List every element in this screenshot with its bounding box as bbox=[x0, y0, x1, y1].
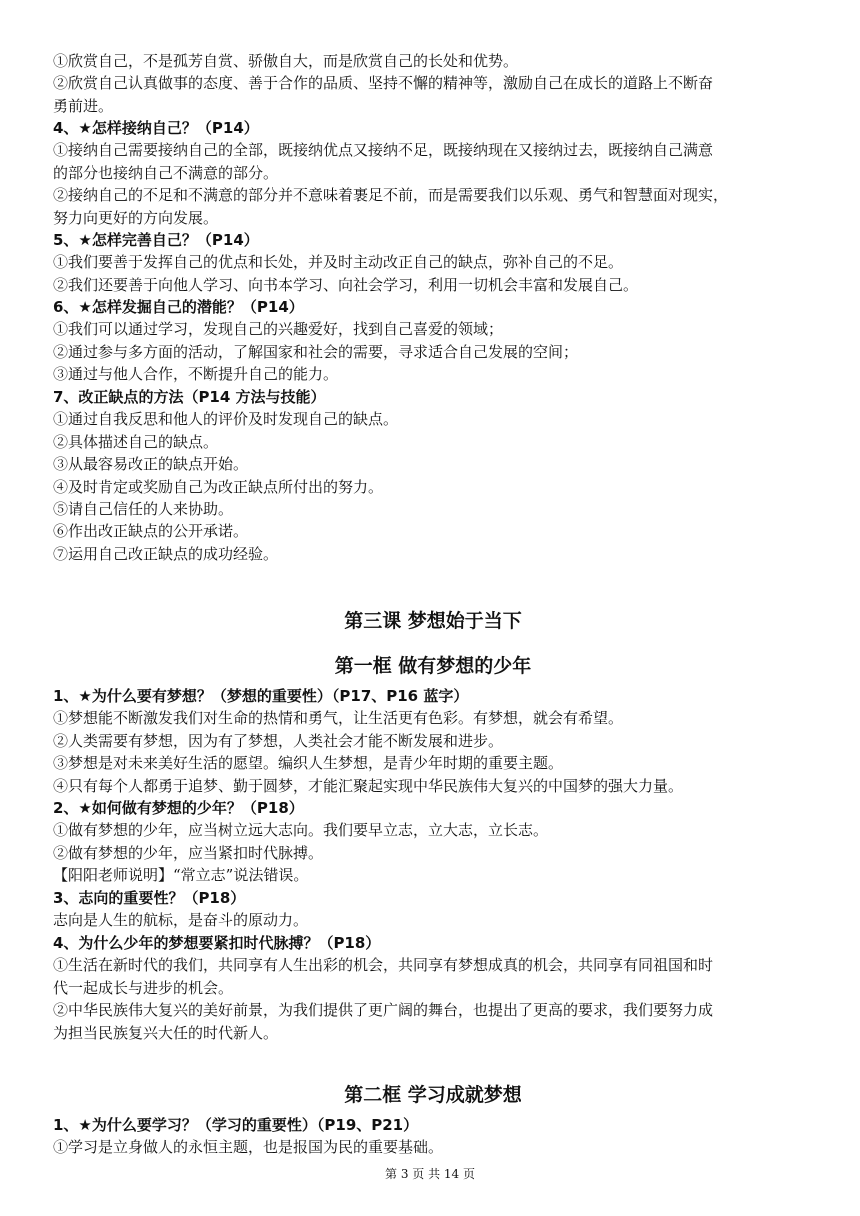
text-line: ①通过自我反思和他人的评价及时发现自己的缺点。 bbox=[53, 410, 399, 429]
text-line: ②做有梦想的少年，应当紧扣时代脉搏。 bbox=[53, 843, 324, 862]
question-heading: 1、★为什么要有梦想？（梦想的重要性）（P17、P16 蓝字） bbox=[53, 687, 469, 705]
text-line: ①欣赏自己，不是孤芳自赏、骄傲自大，而是欣赏自己的长处和优势。 bbox=[53, 52, 519, 70]
text-line: ⑤请自己信任的人来协助。 bbox=[53, 500, 234, 519]
text-line: ③梦想是对未来美好生活的愿望。编织人生梦想，是青少年时期的重要主题。 bbox=[53, 754, 564, 773]
question-heading: 1、★为什么要学习？（学习的重要性）（P19、P21） bbox=[53, 1116, 419, 1134]
section-f1q2-how-dream bbox=[53, 797, 548, 887]
question-heading: 6、★怎样发掘自己的潜能？（P14） bbox=[53, 298, 304, 316]
text-line: ②我们还要善于向他人学习、向书本学习、向社会学习，利用一切机会丰富和发展自己。 bbox=[53, 275, 639, 294]
question-heading: 3、志向的重要性？（P18） bbox=[53, 889, 246, 907]
question-heading: 4、为什么少年的梦想要紧扣时代脉搏？（P18） bbox=[53, 934, 381, 952]
text-line: ②具体描述自己的缺点。 bbox=[53, 432, 219, 451]
section-appreciate-self bbox=[53, 50, 713, 117]
text-line: ②接纳自己的不足和不满意的部分并不意味着裹足不前，而是需要我们以乐观、勇气和智慧面对现实， bbox=[53, 186, 729, 205]
text-line: ①生活在新时代的我们，共同享有人生出彩的机会，共同享有梦想成真的机会，共同享有同祖国和时 bbox=[53, 956, 714, 975]
text-line: ①做有梦想的少年，应当树立远大志向。我们要早立志，立大志，立长志。 bbox=[53, 821, 549, 840]
section-q7-fix-shortcomings bbox=[53, 386, 398, 565]
section-f1q1-why-dream bbox=[53, 685, 683, 797]
text-line: ⑦运用自己改正缺点的成功经验。 bbox=[53, 544, 279, 563]
text-line: ④只有每个人都勇于追梦、勤于圆梦，才能汇聚起实现中华民族伟大复兴的中国梦的强大力量。 bbox=[53, 776, 684, 795]
section-q5-improve-self bbox=[53, 229, 638, 296]
lesson-title: 第三课 梦想始于当下 bbox=[344, 610, 522, 632]
page-footer: 第 3 页 共 14 页 bbox=[385, 1167, 475, 1181]
section-q6-potential bbox=[53, 296, 578, 386]
section-f1q4-era bbox=[53, 932, 713, 1044]
text-line: ②欣赏自己认真做事的态度、善于合作的品质、坚持不懈的精神等，激励自己在成长的道路上不断奋 bbox=[53, 74, 714, 93]
question-heading: 2、★如何做有梦想的少年？（P18） bbox=[53, 799, 304, 817]
section-f2q1-why-learn bbox=[53, 1114, 443, 1159]
text-line: ①梦想能不断激发我们对生命的热情和勇气，让生活更有色彩。有梦想，就会有希望。 bbox=[53, 709, 624, 728]
section-q4-accept-self bbox=[53, 117, 728, 229]
section-f1q3-ambition bbox=[53, 887, 308, 932]
text-line: ①我们可以通过学习，发现自己的兴趣爱好，找到自己喜爱的领域； bbox=[53, 320, 504, 339]
text-line: ⑥作出改正缺点的公开承诺。 bbox=[53, 522, 249, 541]
teacher-note: 【阳阳老师说明】“常立志”说法错误。 bbox=[53, 866, 309, 885]
text-line: 为担当民族复兴大任的时代新人。 bbox=[53, 1023, 279, 1042]
text-line: 代一起成长与进步的机会。 bbox=[53, 978, 234, 997]
text-line: ③从最容易改正的缺点开始。 bbox=[53, 455, 249, 474]
frame-title: 第一框 做有梦想的少年 bbox=[334, 655, 532, 677]
question-heading: 5、★怎样完善自己？（P14） bbox=[53, 231, 259, 249]
text-line: ②中华民族伟大复兴的美好前景，为我们提供了更广阔的舞台，也提出了更高的要求，我们要努力成 bbox=[53, 1001, 714, 1020]
text-line: 的部分也接纳自己不满意的部分。 bbox=[53, 163, 279, 182]
text-line: ①学习是立身做人的永恒主题，也是报国为民的重要基础。 bbox=[53, 1138, 444, 1157]
question-heading: 7、改正缺点的方法（P14 方法与技能） bbox=[53, 388, 326, 406]
text-line: 勇前进。 bbox=[53, 96, 114, 115]
text-line: 志向是人生的航标，是奋斗的原动力。 bbox=[53, 911, 309, 930]
text-line: ②人类需要有梦想，因为有了梦想，人类社会才能不断发展和进步。 bbox=[53, 731, 504, 750]
text-line: ②通过参与多方面的活动，了解国家和社会的需要，寻求适合自己发展的空间； bbox=[53, 342, 579, 361]
text-line: 努力向更好的方向发展。 bbox=[53, 208, 219, 227]
frame-title: 第二框 学习成就梦想 bbox=[344, 1084, 522, 1106]
question-heading: 4、★怎样接纳自己？（P14） bbox=[53, 119, 259, 137]
text-line: ①我们要善于发挥自己的优点和长处，并及时主动改正自己的缺点，弥补自己的不足。 bbox=[53, 253, 624, 272]
text-line: ①接纳自己需要接纳自己的全部，既接纳优点又接纳不足，既接纳现在又接纳过去，既接纳自己满意 bbox=[53, 141, 714, 160]
text-line: ④及时肯定或奖励自己为改正缺点所付出的努力。 bbox=[53, 477, 384, 496]
text-line: ③通过与他人合作，不断提升自己的能力。 bbox=[53, 365, 339, 384]
